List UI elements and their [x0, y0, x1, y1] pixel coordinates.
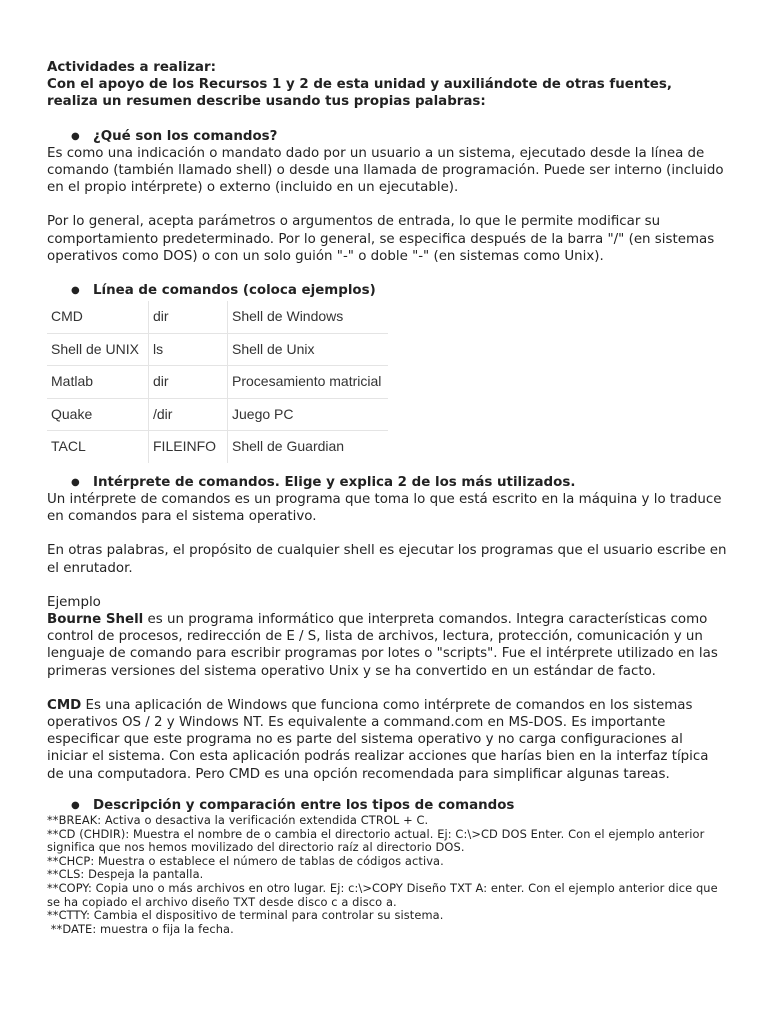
- bullet-icon: ●: [71, 130, 80, 142]
- table-cell: /dir: [149, 398, 228, 431]
- cmd-paragraph: CMD Es una aplicación de Windows que funciona como intérprete de comandos en los sistemas operativos OS / 2 y Windows NT. Es equivalente a command.com en MS-DOS. Es importante especificar que este programa no es parte del sistema operativo y no carga configuraciones al iniciar el sistema. Con esta aplicación podrás realizar acciones que harías bien en la interfaz típica de una computadora. Pero CMD es una opción recomendada para simplificar algunas tareas.: [47, 697, 709, 782]
- interpreter-paragraph-1: Un intérprete de comandos es un programa que toma lo que está escrito en la máquina y lo traduce en comandos para el sistema operativo.: [47, 491, 722, 525]
- table-cell: Shell de Unix: [228, 333, 389, 366]
- table-cell: ls: [149, 333, 228, 366]
- bourne-shell-name: Bourne Shell: [47, 611, 144, 627]
- table-row: [47, 366, 388, 399]
- table-cell: Procesamiento matricial: [228, 366, 389, 399]
- example-label: Ejemplo: [47, 594, 101, 610]
- table-cell: Shell de Windows: [232, 308, 344, 325]
- list-item: **CD (CHDIR): Muestra el nombre de o cambia el directorio actual. Ej: C:\>CD DOS Enter. Con el ejemplo anterior significa que nos hemos movilizado del directorio raíz al directorio DOS.: [47, 826, 705, 855]
- instructions-text: Con el apoyo de los Recursos 1 y 2 de esta unidad y auxiliándote de otras fuentes, realiza un resumen describe usando tus propias palabras:: [47, 77, 672, 110]
- table-row: [47, 333, 388, 366]
- table-cell: Matlab: [47, 366, 149, 399]
- document-page: [47, 59, 727, 936]
- list-item: **BREAK: Activa o desactiva la verificación extendida CTROL + C.: [47, 812, 429, 827]
- table-row: [47, 301, 388, 333]
- list-item: **CLS: Despeja la pantalla.: [47, 867, 204, 882]
- table-cell: Quake: [47, 398, 149, 431]
- commands-paragraph-1: Es como una indicación o mandato dado por un usuario a un sistema, ejecutado desde la línea de comando (también llamado shell) o desde una llamada de programación. Puede ser interno (incluido en el propio intérprete) o externo (incluido en un ejecutable).: [47, 145, 724, 196]
- command-descriptions: [47, 814, 727, 936]
- table-cell: CMD: [47, 301, 149, 333]
- table-cell: TACL: [47, 431, 149, 463]
- bullet-icon: ●: [71, 476, 80, 488]
- cmd-name: CMD: [47, 697, 82, 713]
- command-examples-table: [47, 301, 388, 463]
- list-item: **CTTY: Cambia el dispositivo de terminal para controlar su sistema.: [47, 908, 444, 923]
- table-cell: Juego PC: [228, 398, 389, 431]
- commands-heading: ● ¿Qué son los comandos?: [71, 128, 278, 144]
- list-item: **DATE: muestra o fija la fecha.: [47, 921, 234, 936]
- table-cell: dir: [149, 366, 228, 399]
- bourne-shell-paragraph: Bourne Shell es un programa informático que interpreta comandos. Integra características como control de procesos, redirección de E / S, lista de archivos, lectura, protección, comunicación y un lenguaje de comando para escribir programas por lotes o "scripts". Fue el intérprete utilizado en las primeras versiones del sistema operativo Unix y se ha convertido en un estándar de facto.: [47, 611, 718, 679]
- table-cell: FILEINFO: [149, 431, 228, 463]
- comparison-heading: ● Descripción y comparación entre los tipos de comandos: [71, 797, 515, 813]
- table-row: [47, 431, 388, 463]
- commands-paragraph-2: Por lo general, acepta parámetros o argumentos de entrada, lo que le permite modificar su comportamiento predeterminado. Por lo general, se especifica después de la barra "/" (en sistemas operativos como DOS) o con un solo guión "-" o doble "-" (en sistemas como Unix).: [47, 214, 715, 264]
- activities-title: Actividades a realizar:: [47, 60, 216, 75]
- list-item: **COPY: Copia uno o más archivos en otro lugar. Ej: c:\>COPY Diseño TXT A: enter. Con el ejemplo anterior dice que se ha copiado el archivo diseño TXT desde disco c a disco a.: [47, 880, 718, 909]
- table-row: [47, 398, 388, 431]
- interpreter-paragraph-2: En otras palabras, el propósito de cualquier shell es ejecutar los programas que el usuario escribe en el enrutador.: [47, 543, 727, 576]
- interpreter-heading: ● Intérprete de comandos. Elige y explica 2 de los más utilizados.: [71, 474, 576, 490]
- bullet-icon: ●: [71, 285, 80, 297]
- table-cell: Shell de Guardian: [228, 431, 389, 463]
- bullet-icon: ●: [71, 799, 80, 811]
- table-cell: Shell de UNIX: [47, 333, 149, 366]
- table-cell: dir: [149, 301, 228, 333]
- command-line-heading: ● Línea de comandos (coloca ejemplos): [71, 283, 376, 299]
- list-item: **CHCP: Muestra o establece el número de tablas de códigos activa.: [47, 853, 444, 868]
